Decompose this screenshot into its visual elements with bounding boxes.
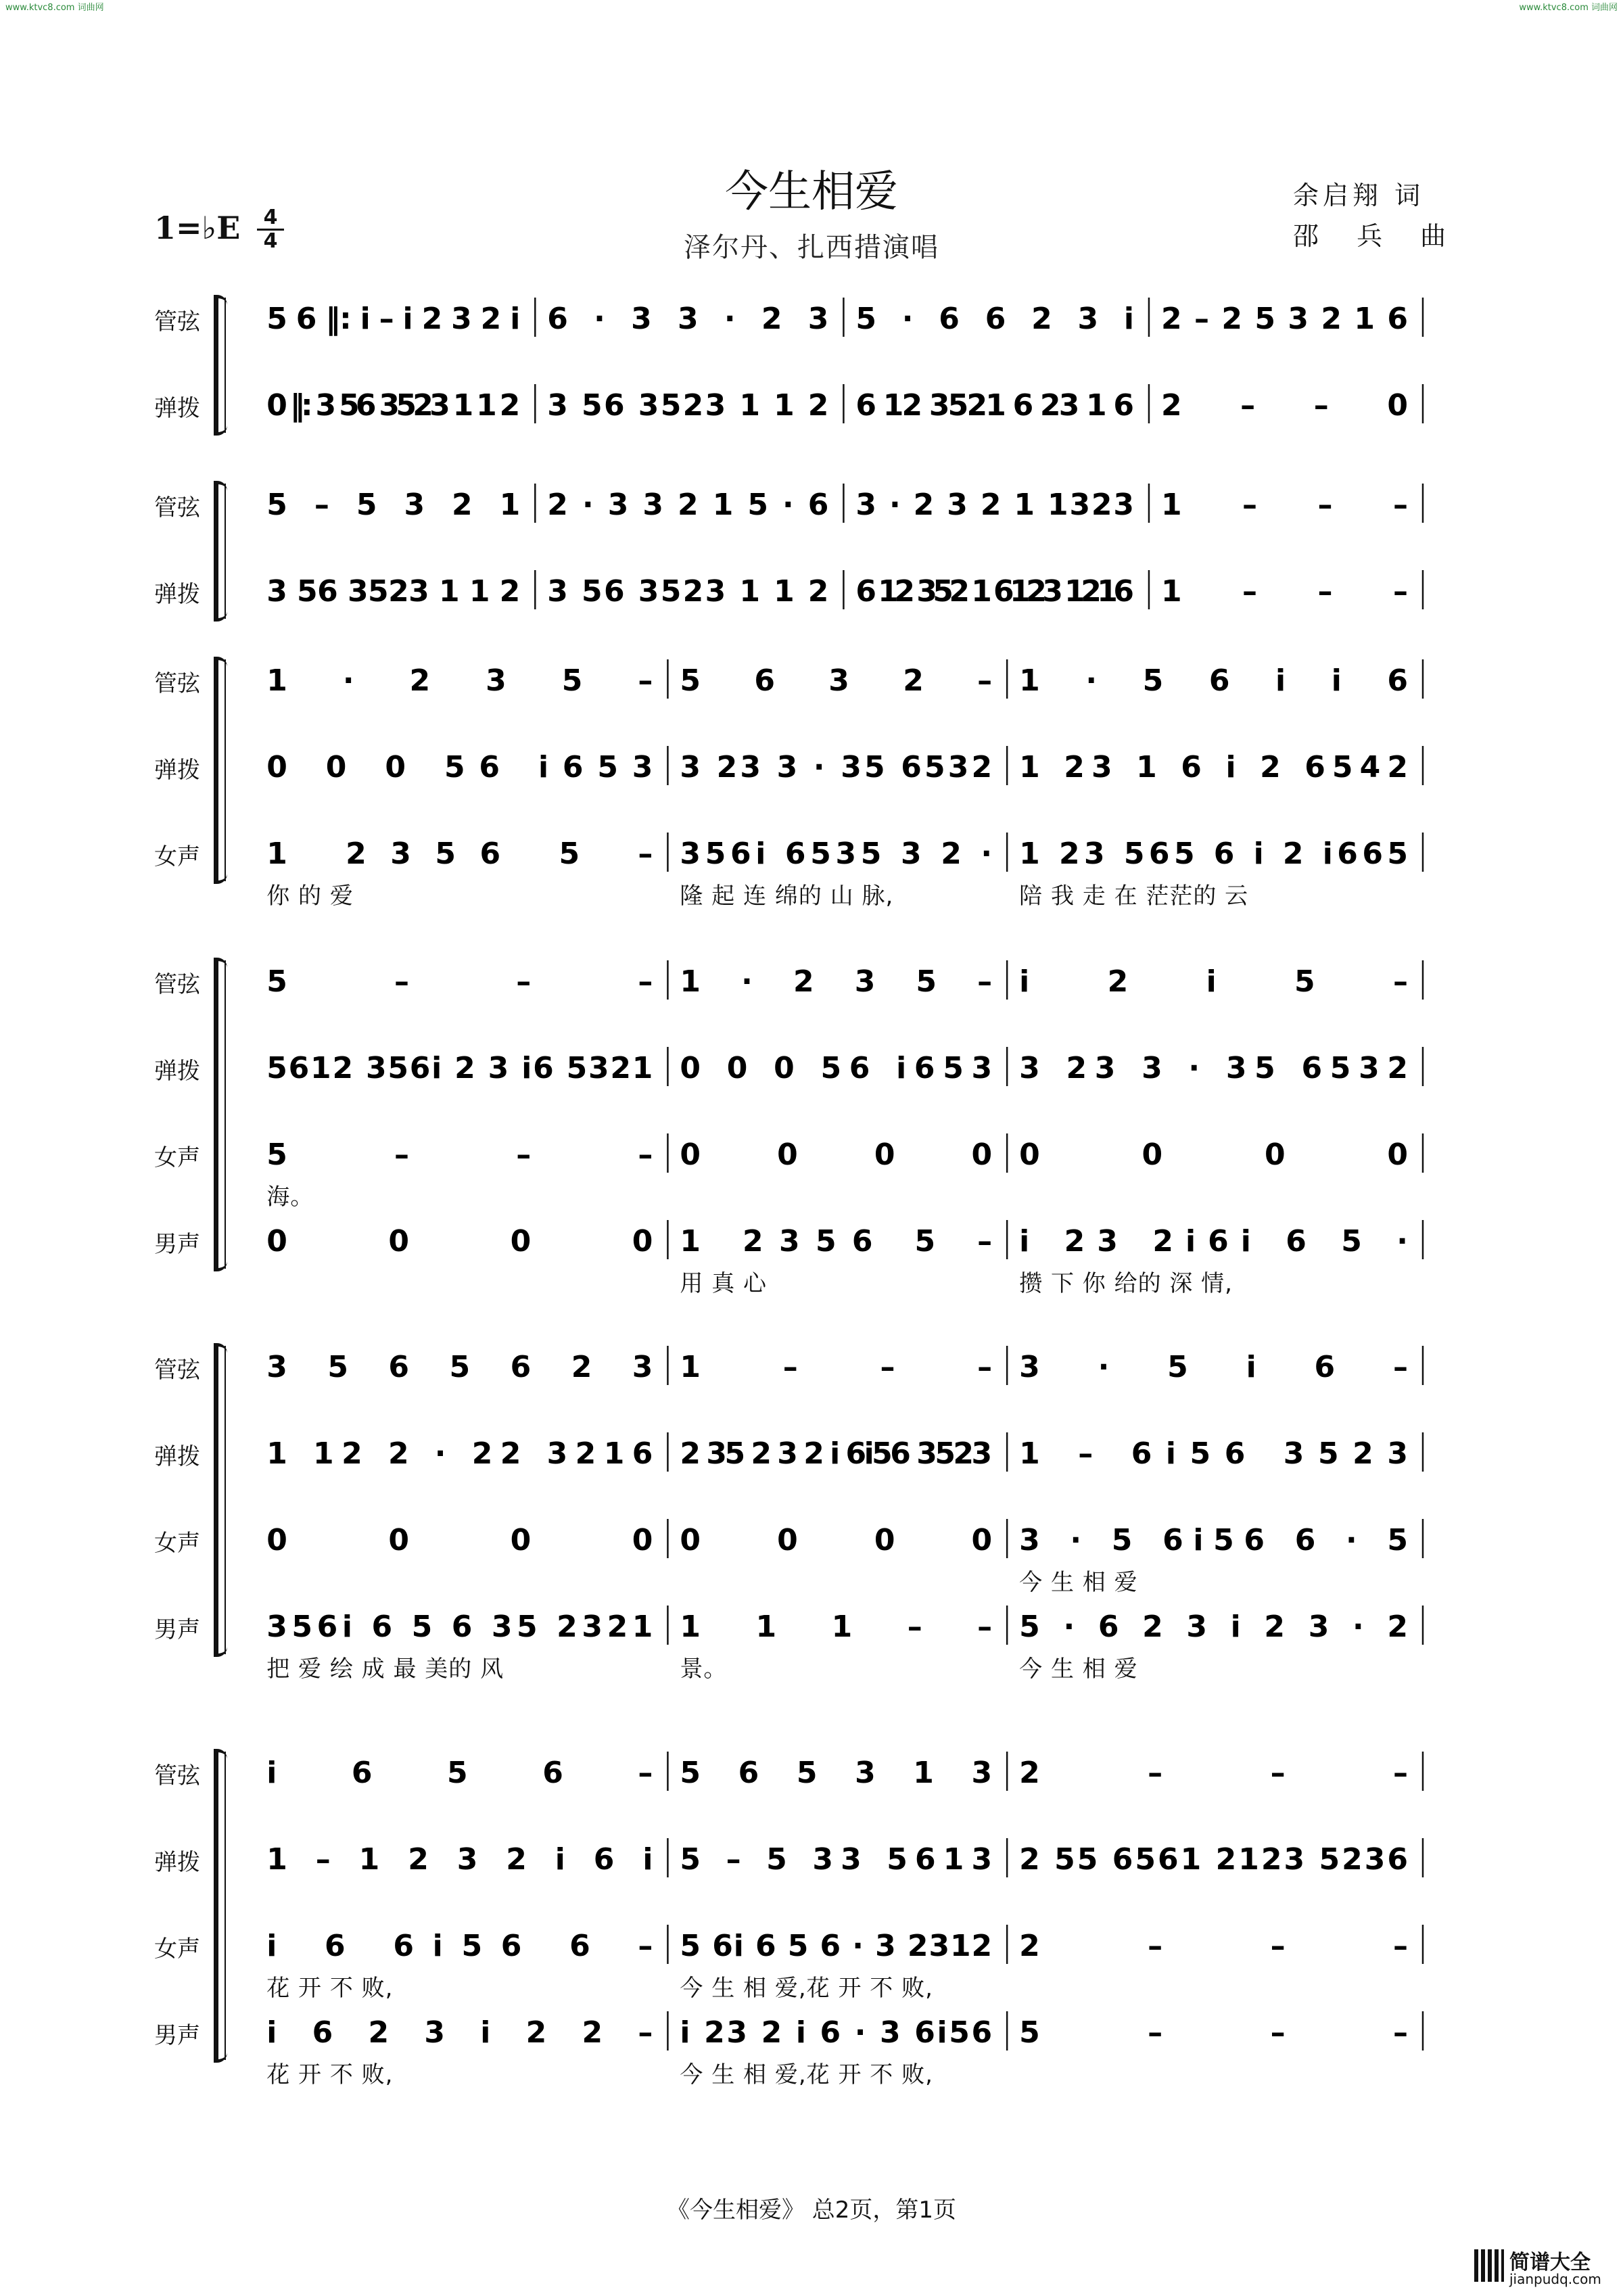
instrument-label: 弹拨 bbox=[154, 395, 200, 422]
measure-notes: 356i 6 5 6 35 2321 bbox=[266, 1610, 653, 1644]
measure-notes: 2 – – – bbox=[1019, 1756, 1408, 1790]
measure-notes: 3 56 3523 1 1 2 bbox=[266, 574, 521, 609]
measure-notes: 6 12 352 1 6123 1216 bbox=[855, 574, 1134, 609]
measure-notes: 6 12 3521 6 23 1 6 bbox=[855, 388, 1134, 423]
measure-notes: 5 · 6 6 2 3 i bbox=[855, 302, 1134, 336]
key-signature: 1=♭E bbox=[154, 210, 241, 246]
instrument-label: 管弦 bbox=[154, 494, 200, 521]
measure-notes: 356i 6535 3 2 · bbox=[680, 837, 993, 871]
measure-notes: i 23 2 i 6 · 3 6i56 bbox=[680, 2015, 993, 2050]
measure-notes: 0 ‖: 3 56 3523 1 1 2 bbox=[266, 388, 521, 423]
staff-row bbox=[149, 746, 1477, 787]
measure-notes: 1 23 565 6 i 2 i665 bbox=[1019, 837, 1408, 871]
measure-notes: 2 – – 0 bbox=[1160, 388, 1408, 423]
measure-notes: 1 – – – bbox=[1160, 488, 1408, 522]
notation-line bbox=[247, 1432, 1477, 1473]
measure-notes: 1 · 2 3 5 – bbox=[680, 964, 993, 999]
measure-notes: 2 55 6561 2123 5236 bbox=[1019, 1842, 1408, 1877]
measure-notes: 5 6 3 2 – bbox=[680, 663, 993, 698]
score-system bbox=[149, 484, 1477, 619]
staff-row bbox=[149, 2011, 1477, 2088]
lyric-text: 今 生 相 爱,花 开 不 败, bbox=[680, 1975, 933, 2002]
measure-notes: 3 · 5 6i56 6 · 5 bbox=[1019, 1523, 1408, 1557]
site-watermark-left: www.ktvc8.com 词曲网 bbox=[5, 3, 104, 13]
staff-row bbox=[149, 1838, 1477, 1879]
notation-line bbox=[247, 833, 1477, 873]
measure-notes: 3 23 3 · 35 6532 bbox=[680, 750, 993, 784]
staff-row bbox=[149, 1519, 1477, 1596]
measure-notes: 1 · 5 6 i i 6 bbox=[1019, 663, 1408, 698]
song-title: 今生相爱 bbox=[725, 167, 898, 217]
measure-notes: 6 · 3 3 · 2 3 bbox=[547, 302, 829, 336]
site-logo bbox=[1474, 2245, 1616, 2290]
lyric-text: 用 真 心 bbox=[680, 1270, 768, 1297]
measure-notes: 5 – – – bbox=[1019, 2015, 1408, 2050]
measure-notes: 2 35 2 3 2 i 6i56 3523 bbox=[680, 1436, 993, 1471]
measure-notes: 3 · 5 i 6 – bbox=[1019, 1350, 1408, 1384]
instrument-label: 女声 bbox=[154, 843, 200, 870]
measure-notes: 3 23 3 · 35 6532 bbox=[1019, 1051, 1408, 1085]
measure-notes: i 6 2 3 i 2 2 – bbox=[266, 2015, 653, 2050]
staff-row bbox=[149, 960, 1477, 1001]
notation-line bbox=[247, 1133, 1477, 1174]
notation-line bbox=[247, 960, 1477, 1001]
lyric-text: 把 爱 绘 成 最 美的 风 bbox=[266, 1656, 504, 1683]
notation-line bbox=[247, 1606, 1477, 1646]
staff-row bbox=[149, 1752, 1477, 1792]
measure-notes: 0 0 0 0 bbox=[266, 1224, 653, 1259]
measure-notes: i 23 2i6i 6 5 · bbox=[1019, 1224, 1408, 1259]
instrument-label: 男声 bbox=[154, 1231, 200, 1258]
measure-notes: 5 6 5 3 1 3 bbox=[680, 1756, 993, 1790]
measure-notes: 1 – 6i56 3523 bbox=[1019, 1436, 1408, 1471]
staff-row bbox=[149, 384, 1477, 425]
page-footer: 《今生相爱》 总2页，第1页 bbox=[666, 2197, 957, 2224]
lyric-text: 攒 下 你 给的 深 情, bbox=[1019, 1270, 1233, 1297]
instrument-label: 管弦 bbox=[154, 670, 200, 697]
measure-notes: 5 – – – bbox=[266, 1138, 653, 1172]
staff-row bbox=[149, 1220, 1477, 1297]
instrument-label: 男声 bbox=[154, 2022, 200, 2049]
measure-notes: 5 · 6 2 3 i 2 3 · 2 bbox=[1019, 1610, 1408, 1644]
score-system bbox=[149, 1346, 1477, 1683]
notation-line bbox=[247, 1220, 1477, 1261]
lyric-text: 今 生 相 爱 bbox=[1019, 1569, 1138, 1596]
staff-row bbox=[149, 833, 1477, 910]
measure-notes: 1 – – – bbox=[1160, 574, 1408, 609]
measure-notes: 5612 356i 2 3 i6 5321 bbox=[266, 1051, 653, 1085]
staff-row bbox=[149, 1047, 1477, 1087]
notation-line bbox=[247, 1925, 1477, 1965]
measure-notes: 0 0 0 0 bbox=[266, 1523, 653, 1557]
singers: 泽尔丹、扎西措演唱 bbox=[684, 232, 939, 263]
notation-line bbox=[247, 1838, 1477, 1879]
notation-line bbox=[247, 484, 1477, 524]
site-watermark-right: www.ktvc8.com 词曲网 bbox=[1519, 3, 1618, 13]
measure-notes: 1 2356 5 – bbox=[266, 837, 653, 871]
measure-notes: 0 0 0 0 bbox=[1019, 1138, 1408, 1172]
notation-line bbox=[247, 659, 1477, 700]
staff-row bbox=[149, 659, 1477, 700]
notation-line bbox=[247, 1752, 1477, 1792]
logo-url: jianpudq.com bbox=[1509, 2271, 1601, 2287]
score-system bbox=[149, 298, 1477, 433]
measure-notes: 1 · 2 3 5 – bbox=[266, 663, 653, 698]
instrument-label: 管弦 bbox=[154, 1762, 200, 1789]
staff-row bbox=[149, 484, 1477, 524]
measure-notes: 1 1 1 – – bbox=[680, 1610, 993, 1644]
staff-row bbox=[149, 1925, 1477, 2002]
meter-top: 4 bbox=[257, 207, 284, 231]
measure-notes: 2 · 3 3 2 1 5 · 6 bbox=[547, 488, 829, 522]
notation-line bbox=[247, 1346, 1477, 1386]
staff-row bbox=[149, 1606, 1477, 1683]
staff-row bbox=[149, 1133, 1477, 1211]
measure-notes: 5 – – – bbox=[266, 964, 653, 999]
measure-notes: 2 – – – bbox=[1019, 1929, 1408, 1963]
staff-row bbox=[149, 1346, 1477, 1386]
measure-notes: 1 2356 5 – bbox=[680, 1224, 993, 1259]
instrument-label: 管弦 bbox=[154, 971, 200, 998]
staff-row bbox=[149, 570, 1477, 611]
score-system bbox=[149, 960, 1477, 1297]
lyric-text: 隆 起 连 绵的 山 脉, bbox=[680, 883, 894, 910]
measure-notes: 1 – – – bbox=[680, 1350, 993, 1384]
notation-line bbox=[247, 746, 1477, 787]
lyric-text: 你 的 爱 bbox=[266, 883, 354, 910]
score-system bbox=[149, 659, 1477, 910]
instrument-label: 管弦 bbox=[154, 308, 200, 335]
measure-notes: 3 56 3523 1 1 2 bbox=[547, 388, 829, 423]
measure-notes: 1 23 1 6 i 2 6542 bbox=[1019, 750, 1408, 784]
measure-notes: 5 6 ‖: i – i 2 3 2 i bbox=[266, 302, 521, 336]
notation-line bbox=[247, 298, 1477, 338]
lyric-text: 花 开 不 败, bbox=[266, 1975, 394, 2002]
meter-bottom: 4 bbox=[263, 229, 278, 253]
notation-line bbox=[247, 1047, 1477, 1087]
instrument-label: 弹拨 bbox=[154, 1849, 200, 1876]
composer-credit: 邵 兵 曲 bbox=[1293, 221, 1461, 251]
measure-notes: 2 – 2 5 3 2 1 6 bbox=[1160, 302, 1408, 336]
lyric-text: 今 生 相 爱 bbox=[1019, 1656, 1138, 1683]
measure-notes: 3 56 3523 1 1 2 bbox=[547, 574, 829, 609]
measure-notes: i 6 5 6 – bbox=[266, 1756, 653, 1790]
instrument-label: 女声 bbox=[154, 1530, 200, 1557]
instrument-label: 女声 bbox=[154, 1936, 200, 1963]
lyric-text: 花 开 不 败, bbox=[266, 2061, 394, 2088]
staff-row bbox=[149, 298, 1477, 338]
instrument-label: 弹拨 bbox=[154, 1443, 200, 1470]
lyric-text: 今 生 相 爱,花 开 不 败, bbox=[680, 2061, 933, 2088]
notation-line bbox=[247, 1519, 1477, 1560]
instrument-label: 弹拨 bbox=[154, 757, 200, 784]
notation-line bbox=[247, 570, 1477, 611]
piano-keys-icon bbox=[1474, 2249, 1504, 2282]
lyric-text: 海。 bbox=[266, 1184, 314, 1211]
score-system bbox=[149, 1752, 1477, 2088]
notation-line bbox=[247, 2011, 1477, 2052]
measure-notes: 3 5 6 5 6 2 3 bbox=[266, 1350, 653, 1384]
measure-notes: 0 0 0 0 bbox=[680, 1138, 993, 1172]
measure-notes: 1 12 2 · 22 3216 bbox=[266, 1436, 653, 1471]
measure-notes: i 2 i 5 – bbox=[1019, 964, 1408, 999]
measure-notes: 3 · 2 3 2 1 1323 bbox=[855, 488, 1134, 522]
instrument-label: 弹拨 bbox=[154, 1058, 200, 1085]
instrument-label: 男声 bbox=[154, 1616, 200, 1643]
measure-notes: 1 – 1 2 3 2 i 6 i bbox=[266, 1842, 653, 1877]
lyric-text: 景。 bbox=[680, 1656, 728, 1683]
measure-notes: 0 0 0 56 i653 bbox=[680, 1051, 993, 1085]
measure-notes: 5 – 5 3 2 1 bbox=[266, 488, 521, 522]
measure-notes: 0 0 0 56 i653 bbox=[266, 750, 653, 784]
logo-name: 简谱大全 bbox=[1509, 2251, 1591, 2274]
instrument-label: 弹拨 bbox=[154, 581, 200, 608]
lyric-text: 陪 我 走 在 茫茫的 云 bbox=[1019, 883, 1249, 910]
instrument-label: 女声 bbox=[154, 1144, 200, 1171]
time-signature bbox=[257, 207, 284, 252]
lyricist-credit: 余启翔 词 bbox=[1293, 181, 1425, 210]
measure-notes: i 6 6i56 6 – bbox=[266, 1929, 653, 1963]
measure-notes: 5 6i 6 5 6 · 3 2312 bbox=[680, 1929, 993, 1963]
staff-row bbox=[149, 1432, 1477, 1473]
notation-line bbox=[247, 384, 1477, 425]
measure-notes: 5 – 5 33 5613 bbox=[680, 1842, 993, 1877]
instrument-label: 管弦 bbox=[154, 1357, 200, 1384]
measure-notes: 0 0 0 0 bbox=[680, 1523, 993, 1557]
